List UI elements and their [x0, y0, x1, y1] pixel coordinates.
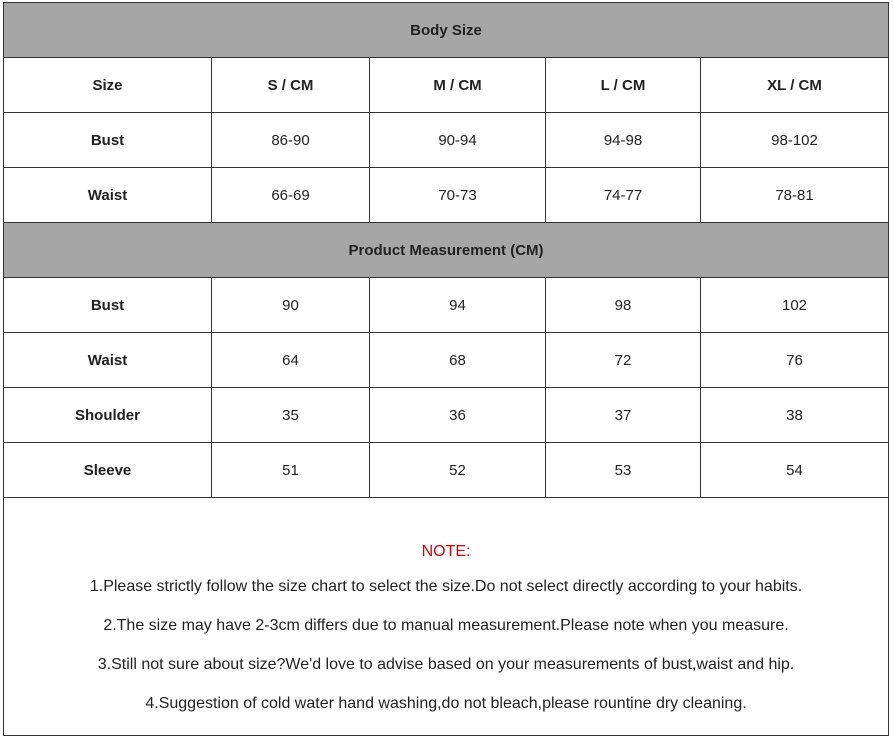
header-cell: M / CM: [370, 58, 546, 113]
table-cell: 37: [546, 388, 701, 443]
product-measurement-title: Product Measurement (CM): [4, 223, 889, 278]
row-label: Bust: [4, 113, 212, 168]
note-title: NOTE:: [421, 543, 471, 560]
note-line: 2.The size may have 2-3cm differs due to manual measurement.Please note when you measure.: [103, 617, 789, 634]
row-label: Bust: [4, 278, 212, 333]
row-label: Waist: [4, 333, 212, 388]
table-cell: 35: [212, 388, 370, 443]
table-cell: 52: [370, 443, 546, 498]
table-row: [4, 388, 889, 443]
table-cell: 78-81: [701, 168, 889, 223]
table-cell: 70-73: [370, 168, 546, 223]
table-cell: 38: [701, 388, 889, 443]
table-cell: 74-77: [546, 168, 701, 223]
table-row: [4, 443, 889, 498]
size-chart-table: [3, 2, 889, 736]
table-row: [4, 333, 889, 388]
table-row: [4, 278, 889, 333]
table-cell: 90-94: [370, 113, 546, 168]
table-cell: 54: [701, 443, 889, 498]
header-cell: S / CM: [212, 58, 370, 113]
note-line: 1.Please strictly follow the size chart to select the size.Do not select directly according to your habits.: [89, 578, 803, 595]
header-cell: Size: [4, 58, 212, 113]
table-cell: 64: [212, 333, 370, 388]
note-line: 3.Still not sure about size?We'd love to advise based on your measurements of bust,waist and hip.: [97, 656, 795, 673]
row-label: Waist: [4, 168, 212, 223]
table-cell: 90: [212, 278, 370, 333]
row-label: Shoulder: [4, 388, 212, 443]
table-cell: 53: [546, 443, 701, 498]
table-cell: 98: [546, 278, 701, 333]
table-cell: 68: [370, 333, 546, 388]
body-size-title: Body Size: [4, 3, 889, 58]
table-cell: 51: [212, 443, 370, 498]
table-cell: 86-90: [212, 113, 370, 168]
table-row: [4, 168, 889, 223]
table-row: [4, 113, 889, 168]
table-cell: 36: [370, 388, 546, 443]
table-cell: 76: [701, 333, 889, 388]
table-cell: 94: [370, 278, 546, 333]
header-cell: L / CM: [546, 58, 701, 113]
header-cell: XL / CM: [701, 58, 889, 113]
notes-section: [4, 498, 889, 736]
row-label: Sleeve: [4, 443, 212, 498]
note-line: 4.Suggestion of cold water hand washing,do not bleach,please rountine dry cleaning.: [145, 695, 747, 712]
table-cell: 94-98: [546, 113, 701, 168]
table-cell: 102: [701, 278, 889, 333]
table-cell: 98-102: [701, 113, 889, 168]
table-cell: 72: [546, 333, 701, 388]
header-row: [4, 58, 889, 113]
table-cell: 66-69: [212, 168, 370, 223]
